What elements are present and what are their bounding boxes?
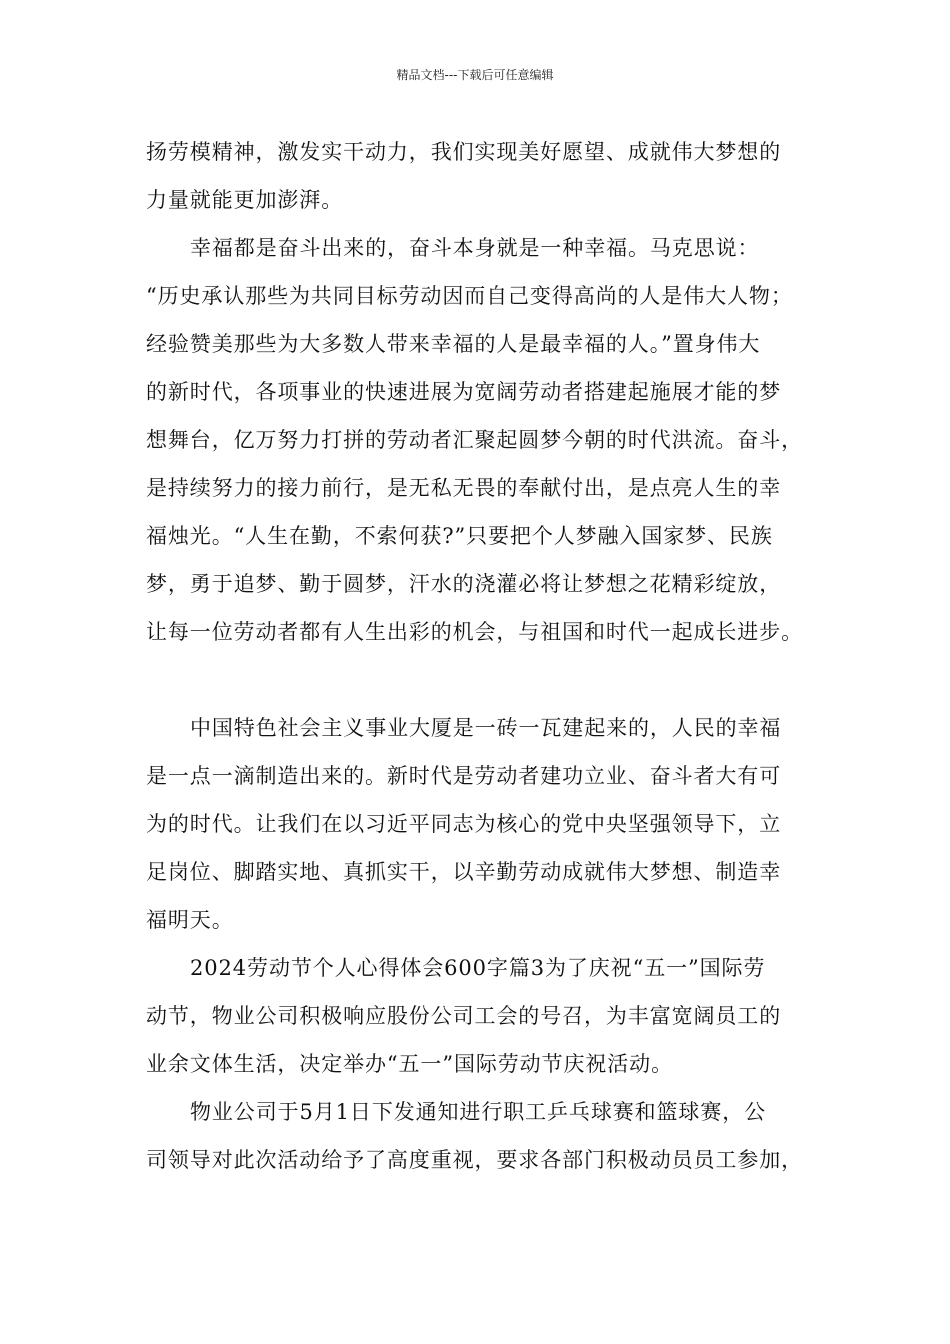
- text-line: 中国特色社会主义事业大厦是一砖一瓦建起来的，人民的幸福: [190, 716, 782, 740]
- paragraph-2: [146, 224, 826, 656]
- text-line: 力量就能更加澎湃。: [146, 188, 344, 212]
- paragraph-1: [146, 128, 826, 224]
- text-line: 的新时代，各项事业的快速进展为宽阔劳动者搭建起施展才能的梦: [146, 380, 782, 404]
- paragraph-4: [146, 944, 826, 1088]
- text-line: 想舞台，亿万努力打拼的劳动者汇聚起圆梦今朝的时代洪流。奋斗，: [146, 428, 803, 452]
- text-line: 扬劳模精神，激发实干动力，我们实现美好愿望、成就伟大梦想的: [146, 140, 782, 164]
- text-line: 是持续努力的接力前行，是无私无畏的奉献付出，是点亮人生的幸: [146, 476, 782, 500]
- paragraph-3: [146, 704, 826, 944]
- document-body: [146, 128, 826, 1184]
- text-line: 2024劳动节个人心得体会600字篇3为了庆祝“五一”国际劳: [190, 956, 766, 980]
- text-line: 为的时代。让我们在以习近平同志为核心的党中央坚强领导下，立: [146, 812, 782, 836]
- text-line: “历史承认那些为共同目标劳动因而自己变得高尚的人是伟大人物；: [146, 284, 793, 308]
- text-line: 福明天。: [146, 908, 234, 932]
- text-line: 物业公司于5月1日下发通知进行职工乒乓球赛和篮球赛，公: [190, 1100, 767, 1124]
- text-line: 业余文体生活，决定举办“五一”国际劳动节庆祝活动。: [146, 1052, 673, 1076]
- page-header: 精品文档---下载后可任意编辑: [396, 68, 554, 82]
- text-line: 经验赞美那些为大多数人带来幸福的人是最幸福的人。”置身伟大: [146, 332, 761, 356]
- text-line: 足岗位、脚踏实地、真抓实干，以辛勤劳动成就伟大梦想、制造幸: [146, 860, 782, 884]
- paragraph-spacer: [146, 656, 826, 704]
- text-line: 动节，物业公司积极响应股份公司工会的号召，为丰富宽阔员工的: [146, 1004, 782, 1028]
- text-line: 司领导对此次活动给予了高度重视，要求各部门积极动员员工参加，: [146, 1148, 803, 1172]
- text-line: 福烛光。“人生在勤，不索何获?”只要把个人梦融入国家梦、民族: [146, 524, 773, 548]
- text-line: 是一点一滴制造出来的。新时代是劳动者建功立业、奋斗者大有可: [146, 764, 782, 788]
- text-line: 幸福都是奋斗出来的，奋斗本身就是一种幸福。马克思说：: [190, 236, 760, 260]
- text-line: 让每一位劳动者都有人生出彩的机会，与祖国和时代一起成长进步。: [146, 620, 803, 644]
- paragraph-5: [146, 1088, 826, 1184]
- text-line: 梦，勇于追梦、勤于圆梦，汗水的浇灌必将让梦想之花精彩绽放，: [146, 572, 782, 596]
